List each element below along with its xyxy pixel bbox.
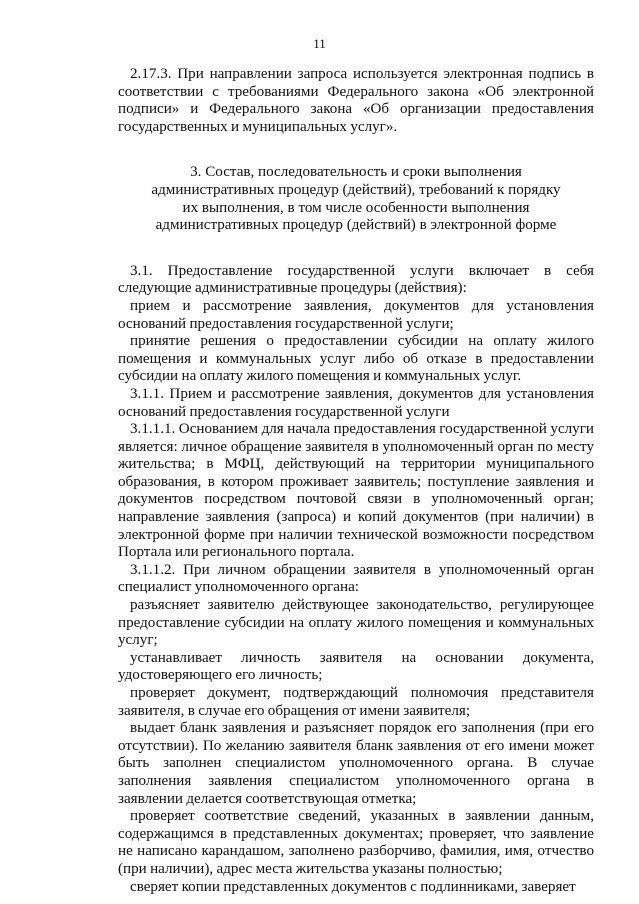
section-heading bbox=[118, 164, 594, 234]
paragraph: 3.1. Предоставление государственной услуги включает в себя следующие административные процедуры (действия): bbox=[118, 262, 594, 297]
paragraph: 3.1.1.1. Основанием для начала предоставления государственной услуги является: личное обращение заявителя в уполномоченный орган по месту жительства; в МФЦ, действующий на территории муниципального образования, в котором проживает заявитель; поступление заявления и документов посредством почтовой связи в уполномоченный орган; направление заявления (запроса) и копий документов (при наличии) в электронной форме при наличии технической возможности посредством Портала или регионального портала. bbox=[118, 421, 594, 561]
paragraph: принятие решения о предоставлении субсидии на оплату жилого помещения и коммунальных услуг либо об отказе в предоставлении субсидии на оплату жилого помещения и коммунальных услуг. bbox=[118, 333, 594, 385]
page-number: 11 bbox=[313, 36, 326, 51]
paragraph: проверяет документ, подтверждающий полномочия представителя заявителя, в случае его обращения от имени заявителя; bbox=[118, 685, 594, 719]
paragraph: прием и рассмотрение заявления, документов для установления оснований предоставления государственной услуги; bbox=[118, 297, 594, 332]
heading-line: их выполнения, в том числе особенности выполнения bbox=[182, 199, 530, 216]
heading-line: административных процедур (действий), требований к порядку bbox=[151, 181, 561, 198]
paragraph: выдает бланк заявления и разъясняет порядок его заполнения (при его отсутствии). По желанию заявителя бланк заявления от его имени может быть заполнен специалистом уполномоченного органа. В случае заполнения заявления специалистом уполномоченного органа в заявлении делается соответствующая отметка; bbox=[118, 720, 594, 807]
document-body bbox=[118, 66, 594, 896]
paragraph: проверяет соответствие сведений, указанных в заявлении данным, содержащимся в представленных документах; проверяет, что заявление не написано карандашом, заполнено разборчиво, фамилия, имя, отчество (при наличии), адрес места жительства указаны полностью; bbox=[118, 808, 594, 877]
paragraph: устанавливает личность заявителя на основании документа, удостоверяющего его личность; bbox=[118, 649, 594, 684]
heading-line: 3. Состав, последовательность и сроки выполнения bbox=[190, 164, 522, 181]
paragraph: сверяет копии представленных документов с подлинниками, заверяет bbox=[130, 878, 576, 895]
paragraph: 3.1.1. Прием и рассмотрение заявления, документов для установления оснований предоставления государственной услуги bbox=[118, 385, 594, 420]
paragraph-2-17-3: 2.17.3. При направлении запроса используется электронная подпись в соответствии с требованиями Федерального закона «Об электронной подписи» и Федерального закона «Об организации предоставления государственных и муниципальных услуг». bbox=[118, 66, 594, 135]
paragraph: разъясняет заявителю действующее законодательство, регулирующее предоставление субсидии на оплату жилого помещения и коммунальных услуг; bbox=[118, 597, 594, 649]
heading-line: административных процедур (действий) в электронной форме bbox=[155, 217, 557, 234]
paragraph: 3.1.1.2. При личном обращении заявителя в уполномоченный орган специалист уполномоченного органа: bbox=[118, 561, 594, 596]
